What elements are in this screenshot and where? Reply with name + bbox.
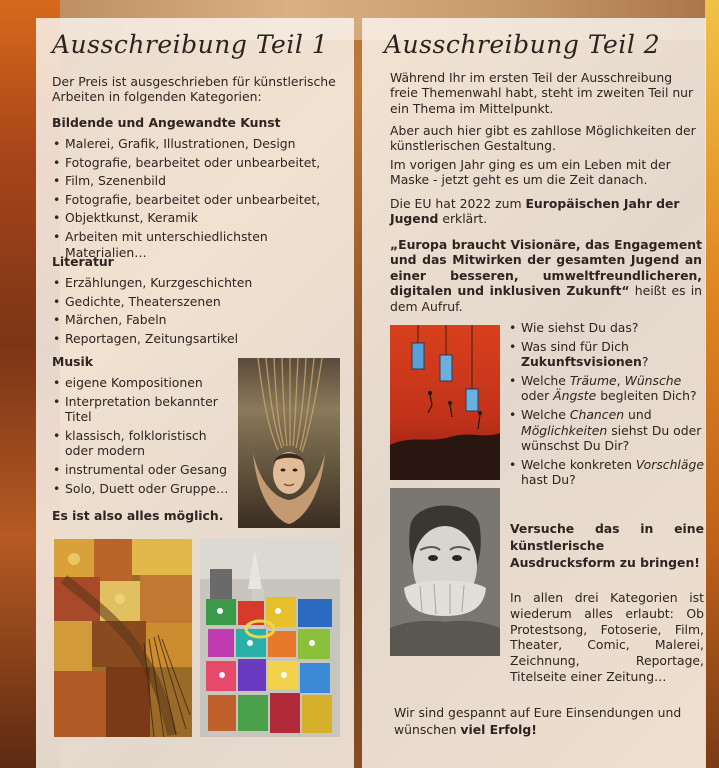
photo-woman-portrait (238, 358, 340, 528)
list-item: • Märchen, Fabeln (52, 312, 352, 328)
q5-italic-1: Vorschläge (635, 456, 704, 472)
list-item: • instrumental oder Gesang (52, 462, 234, 478)
question-item: • Wie siehst Du das? (508, 320, 704, 336)
q4-post: siehst Du oder wünschst Du Dir? (521, 422, 702, 454)
part2-title: Ausschreibung Teil 2 (384, 30, 661, 59)
q5-pre: Welche konkreten (521, 456, 636, 472)
part2-outro (394, 704, 704, 738)
q4-italic-2: Möglichkeiten (521, 422, 608, 438)
list-item: • Objektkunst, Keramik (52, 210, 352, 226)
part2-para-eu (390, 196, 702, 227)
list-item: • Film, Szenenbild (52, 173, 352, 189)
category-list-literature (52, 275, 352, 349)
part2-call: Versuche das in eine künstlerische Ausdrucksform zu bringen! (510, 521, 704, 570)
q2-post: ? (641, 354, 649, 370)
list-item: • Malerei, Grafik, Illustrationen, Design (52, 136, 352, 152)
list-item: • Interpretation bekannter Titel (52, 394, 234, 425)
q3-italic-1: Träume (569, 372, 617, 388)
eu-text-bold: Europäischen Jahr der Jugend (390, 196, 680, 227)
eu-text-pre: Die EU hat 2022 zum (390, 196, 526, 211)
installation-illustration (200, 539, 340, 737)
q3-post: begleiten Dich? (596, 388, 697, 404)
quote-bold: „Europa braucht Visionäre, das Engagement und das Mitwirken der gesamten Jugend an einer besseren, umweltfreundlicheren, digitalen und inklusiven Zukunft“ (390, 237, 702, 299)
list-item: • Gedichte, Theaterszenen (52, 294, 352, 310)
outro-pre: Wir sind gespannt auf Eure Einsendungen und wünschen (394, 705, 682, 737)
list-item: • Arbeiten mit unterschiedlichsten Materialien… (52, 229, 352, 260)
part2-para-2: Aber auch hier gibt es zahllose Möglichkeiten der künstlerischen Gestaltung. (390, 123, 696, 154)
child-portrait-illustration (390, 488, 500, 656)
background-right-strip (705, 0, 719, 768)
part1-closing: Es ist also alles möglich. (52, 508, 224, 523)
photo-red-painting (390, 325, 500, 480)
q5-post: hast Du? (521, 472, 576, 488)
woman-portrait-illustration (238, 358, 340, 528)
question-list (508, 320, 704, 491)
question-item (508, 407, 704, 454)
outro-bold: viel Erfolg! (460, 722, 537, 737)
q2-bold: Zukunftsvisionen (521, 354, 642, 370)
list-item: • Reportagen, Zeitungsartikel (52, 331, 352, 347)
q3-mid-1: , (616, 372, 625, 388)
photo-art-installation (200, 539, 340, 737)
category-heading-art: Bildende und Angewandte Kunst (52, 115, 281, 130)
q3-mid-2: oder (521, 388, 554, 404)
category-list-music (52, 375, 234, 499)
list-item: • Fotografie, bearbeitet oder unbearbeitet, (52, 155, 352, 171)
red-painting-illustration (390, 325, 500, 480)
q3-italic-2: Wünsche (624, 372, 682, 388)
part2-para-3: Im vorigen Jahr ging es um ein Leben mit der Maske - jetzt geht es um die Zeit danach. (390, 157, 671, 188)
part1-intro: Der Preis ist ausgeschrieben für künstlerische Arbeiten in folgenden Kategorien: (52, 74, 336, 105)
category-heading-literature: Literatur (52, 254, 114, 269)
photo-collage-painting (54, 539, 192, 737)
part1-title: Ausschreibung Teil 1 (52, 30, 329, 59)
photo-child-portrait (390, 488, 500, 656)
list-item: • Erzählungen, Kurzgeschichten (52, 275, 352, 291)
q4-italic-1: Chancen (569, 406, 625, 422)
q3-pre: Welche (521, 372, 570, 388)
question-item (508, 373, 704, 404)
part2-allowed: In allen drei Kategorien ist wiederum alles erlaubt: Ob Protestsong, Fotoserie, Film, Theater, Comic, Malerei, Zeichnung, Reportage, Titelseite einer Zeitung… (510, 590, 704, 684)
q3-italic-3: Ängste (553, 388, 597, 404)
question-item (508, 457, 704, 488)
collage-illustration (54, 539, 192, 737)
category-list-art (52, 136, 352, 263)
list-item: • klassisch, folkloristisch oder modern (52, 428, 234, 459)
question-item (508, 339, 704, 370)
list-item: • eigene Kompositionen (52, 375, 234, 391)
q4-pre: Welche (521, 406, 570, 422)
category-heading-music: Musik (52, 354, 94, 369)
q4-mid: und (624, 406, 652, 422)
list-item: • Fotografie, bearbeitet oder unbearbeitet, (52, 192, 352, 208)
part2-para-1: Während Ihr im ersten Teil der Ausschreibung freie Themenwahl habt, steht im zweiten Teil nur ein Thema im Mittelpunkt. (390, 70, 694, 116)
q2-pre: Was sind für Dich (521, 338, 629, 354)
eu-text-post: erklärt. (438, 211, 488, 227)
list-item: • Solo, Duett oder Gruppe… (52, 481, 234, 497)
part2-quote (390, 237, 702, 314)
quote-post: heißt es in dem Aufruf. (390, 283, 702, 314)
